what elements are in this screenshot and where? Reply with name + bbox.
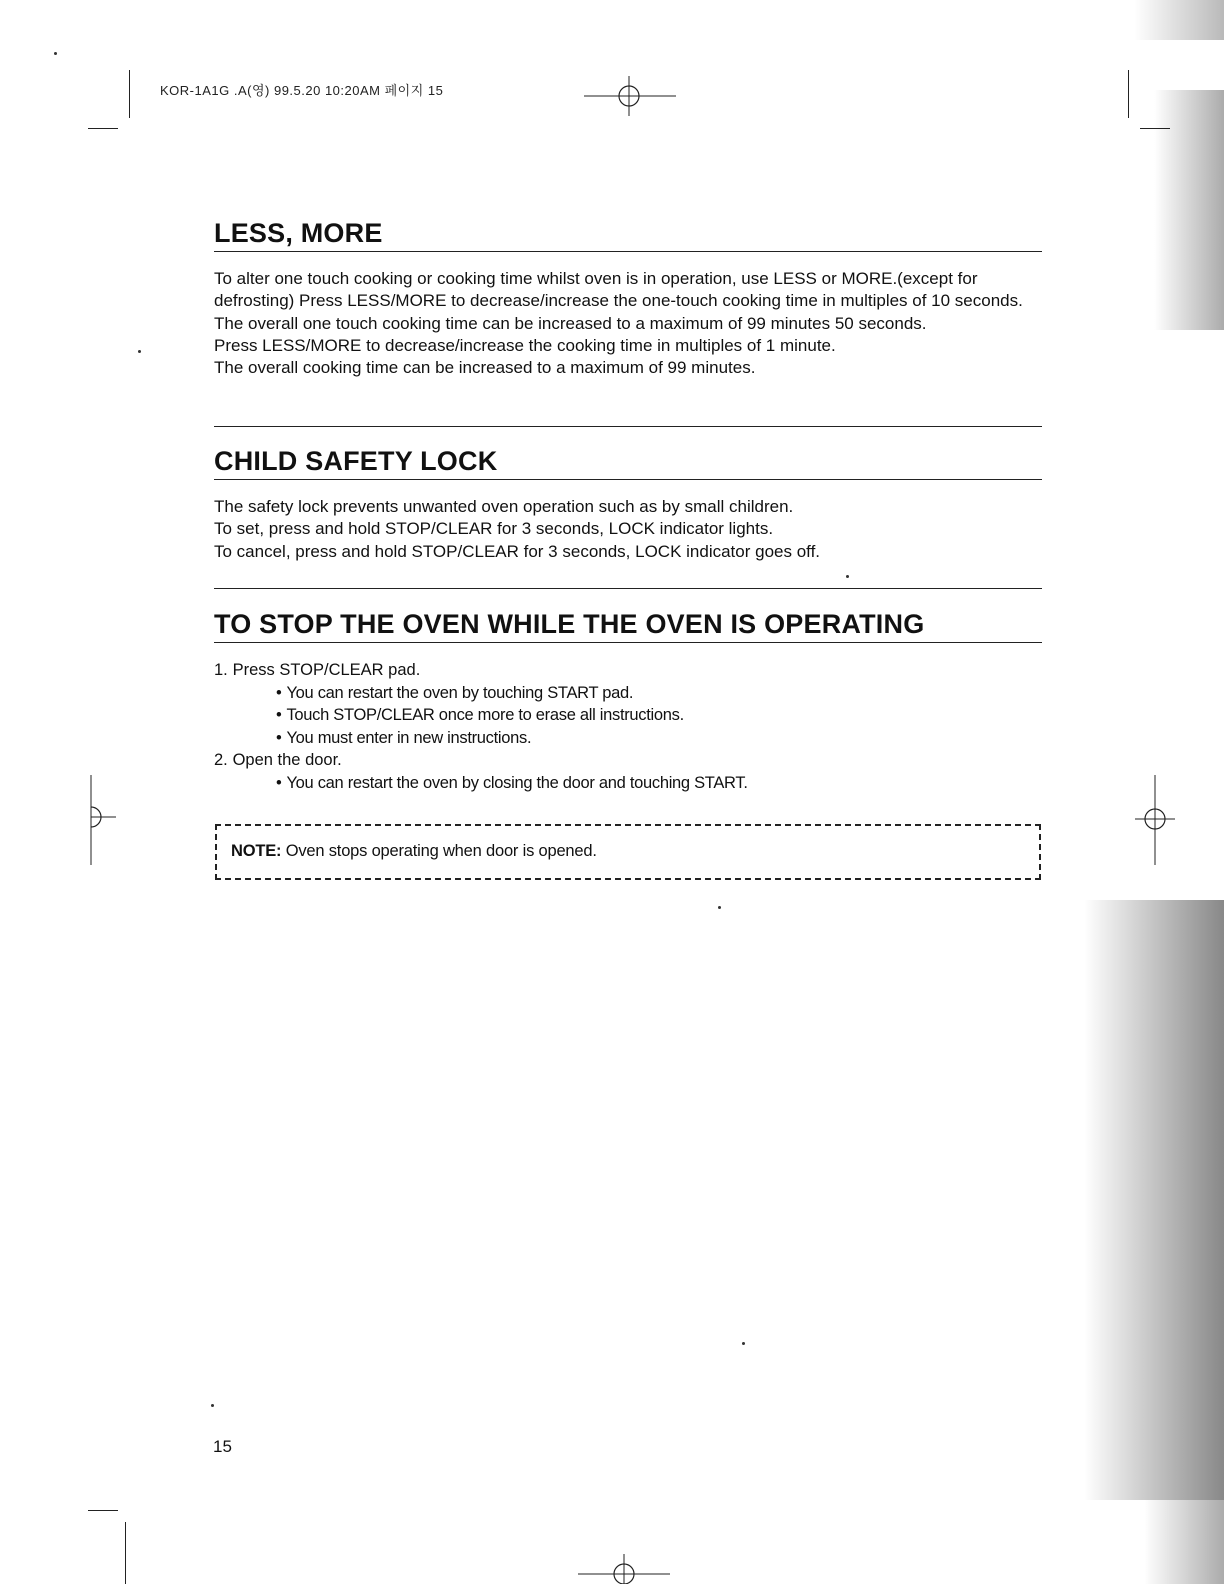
scan-smudge [1154, 90, 1224, 330]
crop-mark [125, 1522, 126, 1584]
registration-mark-icon [578, 1552, 670, 1584]
note-body: Oven stops operating when door is opened. [285, 842, 597, 860]
registration-mark-icon [1135, 775, 1175, 865]
scan-smudge [1084, 900, 1224, 1500]
paragraph: Press LESS/MORE to decrease/increase the cooking time in multiples of 1 minute. [214, 335, 836, 355]
paragraph: To alter one touch cooking or cooking time whilst oven is in operation, use LESS or MORE.(except for defrosting) Press LESS/MORE to decrease/increase the one-touch cooking time in multiples of 10 seconds. [214, 269, 1023, 311]
note-text [231, 842, 597, 861]
section-divider [214, 426, 1042, 427]
scan-smudge [1144, 1500, 1224, 1584]
list-item [214, 659, 1042, 749]
print-header: KOR-1A1G .A(영) 99.5.20 10:20AM 페이지 15 [160, 83, 444, 98]
scan-smudge [1134, 0, 1224, 40]
crop-mark [129, 70, 130, 118]
list-item [214, 749, 1042, 794]
registration-mark-icon [88, 775, 118, 865]
step-text: Press STOP/CLEAR pad. [232, 661, 421, 679]
list-item: • You can restart the oven by closing the door and touching START. [276, 772, 1042, 795]
scan-speck [718, 906, 721, 909]
paragraph: The safety lock prevents unwanted oven operation such as by small children. [214, 497, 794, 516]
note-label: NOTE: [231, 842, 282, 860]
list-item: • Touch STOP/CLEAR once more to erase all instructions. [276, 704, 1042, 727]
list-item: • You can restart the oven by touching START pad. [276, 682, 1042, 705]
scan-speck [742, 1342, 745, 1345]
section-title: CHILD SAFETY LOCK [214, 446, 1042, 480]
paragraph: The overall cooking time can be increased to a maximum of 99 minutes. [214, 358, 756, 378]
paragraph: To cancel, press and hold STOP/CLEAR for 3 seconds, LOCK indicator goes off. [214, 541, 821, 561]
step-number: 2. [214, 751, 228, 769]
bullet-list [214, 682, 1042, 750]
stop-oven-section [214, 609, 1042, 794]
section-divider [214, 588, 1042, 589]
list-item: • You must enter in new instructions. [276, 727, 1042, 750]
page-number: 15 [213, 1437, 232, 1456]
step-text: Open the door. [232, 751, 342, 769]
paragraph: To set, press and hold STOP/CLEAR for 3 seconds, LOCK indicator lights. [214, 519, 774, 539]
scan-speck [846, 575, 849, 578]
scan-speck [211, 1404, 214, 1407]
step-number: 1. [214, 661, 228, 679]
less-more-section [214, 218, 1042, 379]
scan-speck [54, 52, 57, 55]
registration-mark-icon [584, 76, 676, 116]
steps-list [214, 659, 1042, 794]
crop-mark [1128, 70, 1129, 118]
crop-mark [88, 1510, 118, 1511]
section-title: LESS, MORE [214, 218, 1042, 252]
scan-speck [138, 350, 141, 353]
bullet-list [214, 772, 1042, 795]
crop-mark [88, 128, 118, 129]
child-safety-lock-section [214, 446, 1042, 563]
paragraph: The overall one touch cooking time can be increased to a maximum of 99 minutes 50 seconds. [214, 313, 927, 333]
section-title: TO STOP THE OVEN WHILE THE OVEN IS OPERATING [214, 609, 1042, 643]
note-box [215, 824, 1041, 880]
